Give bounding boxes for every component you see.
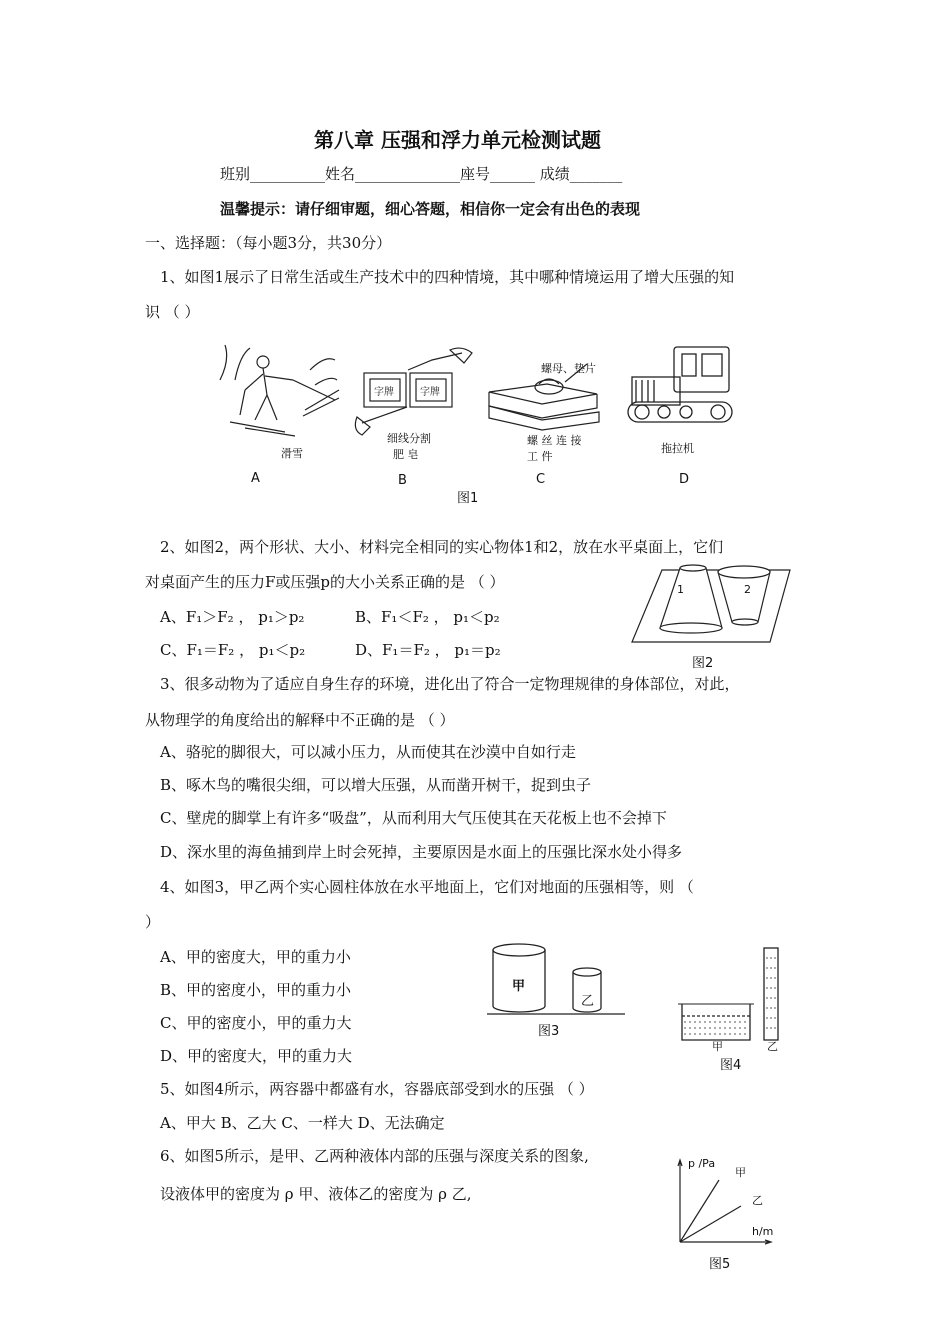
fig1-a-label: 滑雪 [281,447,303,460]
fig1-c-label2: 工 件 [527,450,553,463]
fig4-yi-label: 乙 [767,1040,778,1053]
fig1-d-label: 拖拉机 [661,442,694,455]
q6-text-line1: 6、如图5所示，是甲、乙两种液体内部的压强与深度关系的图象, [160,1147,589,1165]
q3-text-line2: 从物理学的角度给出的解释中不正确的是 （ ） [145,711,455,729]
fig1-letter-a: A [251,471,260,486]
q2-option-c: C、F₁＝F₂ ， p₁＜p₂ [160,641,306,659]
page-title: 第八章 压强和浮力单元检测试题 [314,128,601,152]
fig1-soap-illustration [352,345,477,440]
q5-text: 5、如图4所示，两容器中都盛有水，容器底部受到水的压强 （ ） [160,1080,594,1098]
q3-option-c: C、壁虎的脚掌上有许多“吸盘”，从而利用大气压使其在天花板上也不会掉下 [160,809,667,827]
fig2-object-1-label: 1 [677,583,684,596]
student-info-line: 班别__________姓名______________座号______ 成绩_______ [220,165,623,183]
fig2-object-2-label: 2 [744,583,751,596]
q3-option-b: B、啄木鸟的嘴很尖细，可以增大压强，从而凿开树干，捉到虫子 [160,776,592,794]
q4-text-line1: 4、如图3，甲乙两个实心圆柱体放在水平地面上，它们对地面的压强相等，则 （ [160,878,694,896]
svg-text:字牌: 字牌 [374,387,394,398]
fig1-caption: 图1 [457,491,479,506]
fig2-illustration [630,560,800,645]
svg-text:字牌: 字牌 [420,387,440,398]
q6-text-line2: 设液体甲的密度为 ρ 甲、液体乙的密度为 ρ 乙, [160,1185,472,1203]
section-heading: 一、选择题：（每小题3分，共30分） [145,234,392,252]
fig4-containers-illustration [678,944,788,1044]
fig5-line-jia-label: 甲 [735,1166,746,1179]
q3-option-a: A、骆驼的脚很大，可以减小压力，从而使其在沙漠中自如行走 [160,743,576,761]
q5-options: A、甲大 B、乙大 C、一样大 D、无法确定 [160,1114,445,1132]
q4-option-c: C、甲的密度小，甲的重力大 [160,1014,352,1032]
q2-text-line2: 对桌面产生的压力F或压强p的大小关系正确的是 （ ） [145,573,505,591]
fig1-skier-illustration [215,340,340,440]
fig5-line-yi-label: 乙 [752,1194,763,1207]
fig5-y-axis-label: p /Pa [688,1157,716,1170]
q1-text-line2: 识 （ ） [145,303,200,321]
fig1-letter-d: D [679,472,690,487]
q4-option-b: B、甲的密度小，甲的重力小 [160,981,352,999]
q3-option-d: D、深水里的海鱼捕到岸上时会死掉，主要原因是水面上的压强比深水处小得多 [160,843,683,861]
fig3-jia-label: 甲 [512,979,526,994]
fig1-bolt-illustration [487,372,602,432]
fig1-c-label1: 螺 丝 连 接 [527,434,582,447]
fig1-c-nut-label: 螺母、垫片 [541,362,596,375]
q1-text-line1: 1、如图1展示了日常生活或生产技术中的四种情境，其中哪种情境运用了增大压强的知 [160,268,735,286]
warm-tip: 温馨提示：请仔细审题，细心答题，相信你一定会有出色的表现 [220,200,641,218]
q2-text-line1: 2、如图2，两个形状、大小、材料完全相同的实心物体1和2，放在水平桌面上，它们 [160,538,724,556]
fig1-b-label1: 细线分割 [387,432,431,445]
fig3-cylinders-illustration [487,940,627,1016]
fig3-caption: 图3 [538,1024,560,1039]
fig1-b-label2: 肥 皂 [393,448,419,461]
q3-text-line1: 3、很多动物为了适应自身生存的环境，进化出了符合一定物理规律的身体部位，对此， [160,675,740,693]
q4-text-line2: ） [145,913,161,931]
q2-option-d: D、F₁＝F₂ ， p₁＝p₂ [355,641,501,659]
q4-option-d: D、甲的密度大，甲的重力大 [160,1047,353,1065]
fig1-tractor-illustration [622,342,740,427]
fig1-letter-b: B [398,473,407,488]
q4-option-a: A、甲的密度大，甲的重力小 [160,948,351,966]
fig4-jia-label: 甲 [712,1040,723,1053]
fig4-caption: 图4 [720,1058,742,1073]
q2-option-b: B、F₁＜F₂ ， p₁＜p₂ [355,608,500,626]
fig5-caption: 图5 [709,1257,731,1272]
fig2-caption: 图2 [692,656,714,671]
fig1-letter-c: C [536,472,546,487]
fig5-x-axis-label: h/m [752,1225,774,1238]
q2-option-a: A、F₁＞F₂ ， p₁＞p₂ [160,608,305,626]
fig3-yi-label: 乙 [581,994,595,1009]
